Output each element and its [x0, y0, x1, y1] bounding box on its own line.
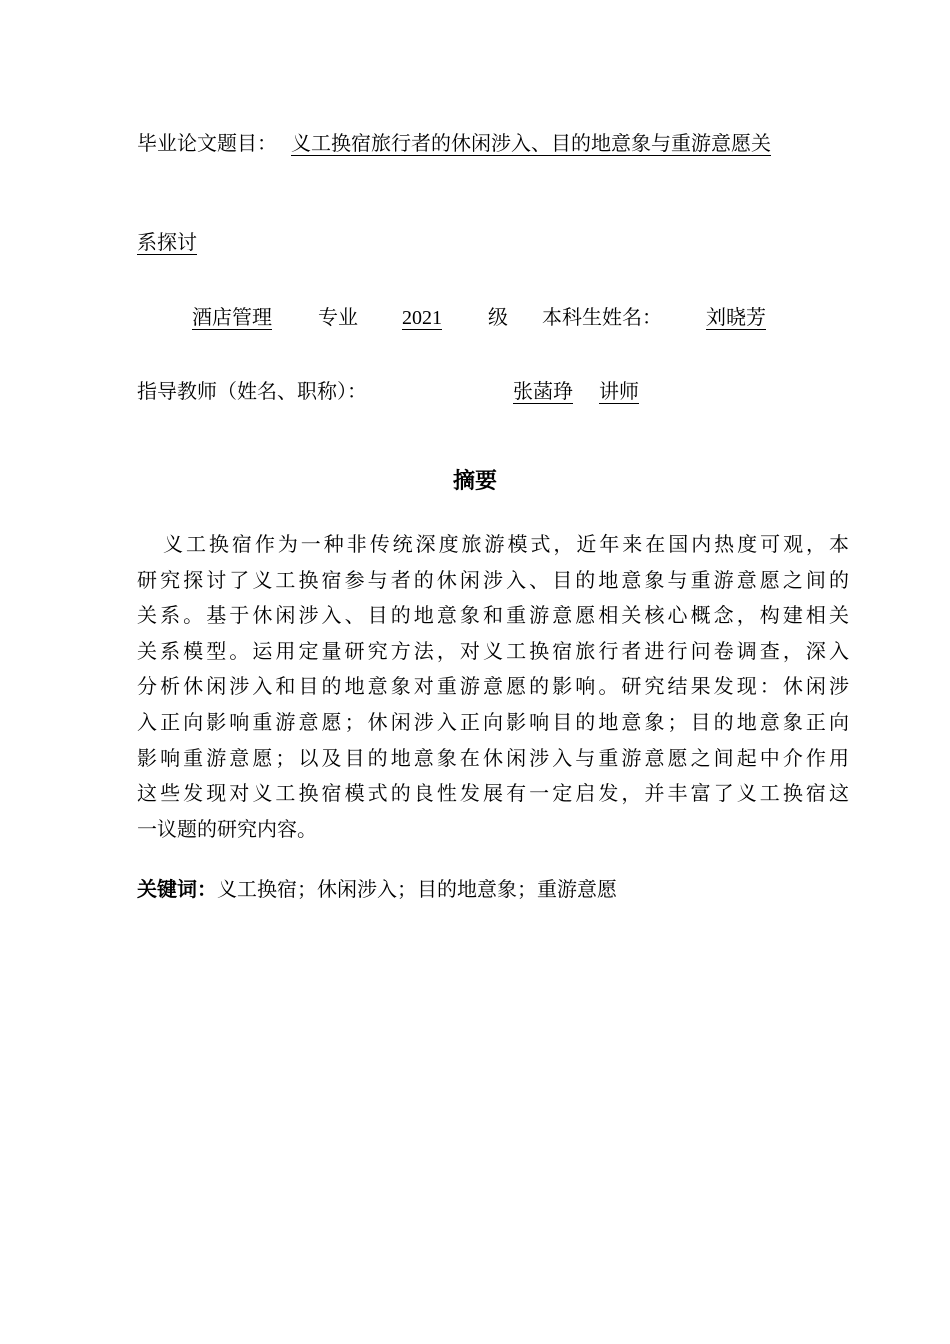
abstract-line: 影响重游意愿；以及目的地意象在休闲涉入与重游意愿之间起中介作用	[137, 745, 849, 770]
thesis-title-text-2: 系探讨	[137, 230, 197, 254]
abstract-line: 一议题的研究内容。	[137, 816, 317, 841]
abstract-line: 分析休闲涉入和目的地意象对重游意愿的影响。研究结果发现：休闲涉	[137, 674, 849, 699]
year-suffix: 级	[488, 305, 508, 329]
student-name-field	[662, 305, 766, 329]
abstract-heading: 摘要	[452, 469, 497, 494]
year-field	[358, 305, 486, 329]
major-suffix: 专业	[318, 305, 358, 329]
thesis-title-line-2	[137, 228, 197, 256]
abstract-line: 义工换宿作为一种非传统深度旅游模式，近年来在国内热度可观，本	[163, 532, 849, 556]
student-name-label: 本科生姓名：	[542, 305, 662, 329]
student-name-value: 刘晓芳	[706, 305, 766, 329]
advisor-rank: 讲师	[599, 379, 639, 403]
student-info-line	[137, 303, 766, 332]
abstract-body	[137, 527, 849, 847]
abstract-line: 入正向影响重游意愿；休闲涉入正向影响目的地意象；目的地意象正向	[137, 709, 849, 734]
abstract-line: 这些发现对义工换宿模式的良性发展有一定启发，并丰富了义工换宿这	[137, 781, 849, 806]
major-field	[137, 305, 318, 329]
thesis-title-label: 毕业论文题目：	[137, 131, 277, 155]
abstract-line: 关系。基于休闲涉入、目的地意象和重游意愿相关核心概念，构建相关	[137, 603, 849, 628]
major-value: 酒店管理	[192, 305, 272, 329]
thesis-title-line-1	[137, 129, 771, 157]
year-value: 2021	[402, 307, 442, 329]
abstract-line: 研究探讨了义工换宿参与者的休闲涉入、目的地意象与重游意愿之间的	[137, 567, 849, 592]
keywords-text: 义工换宿；休闲涉入；目的地意象；重游意愿	[217, 877, 617, 901]
advisor-field	[367, 379, 639, 403]
keywords-label: 关键词：	[137, 877, 217, 901]
advisor-name: 张菡琤	[513, 379, 573, 403]
advisor-label: 指导教师（姓名、职称）：	[137, 379, 367, 403]
advisor-line	[137, 377, 639, 405]
abstract-line: 关系模型。运用定量研究方法，对义工换宿旅行者进行问卷调查，深入	[137, 638, 849, 663]
thesis-title-text-1: 义工换宿旅行者的休闲涉入、目的地意象与重游意愿关	[291, 131, 771, 155]
keywords-line	[137, 874, 617, 904]
